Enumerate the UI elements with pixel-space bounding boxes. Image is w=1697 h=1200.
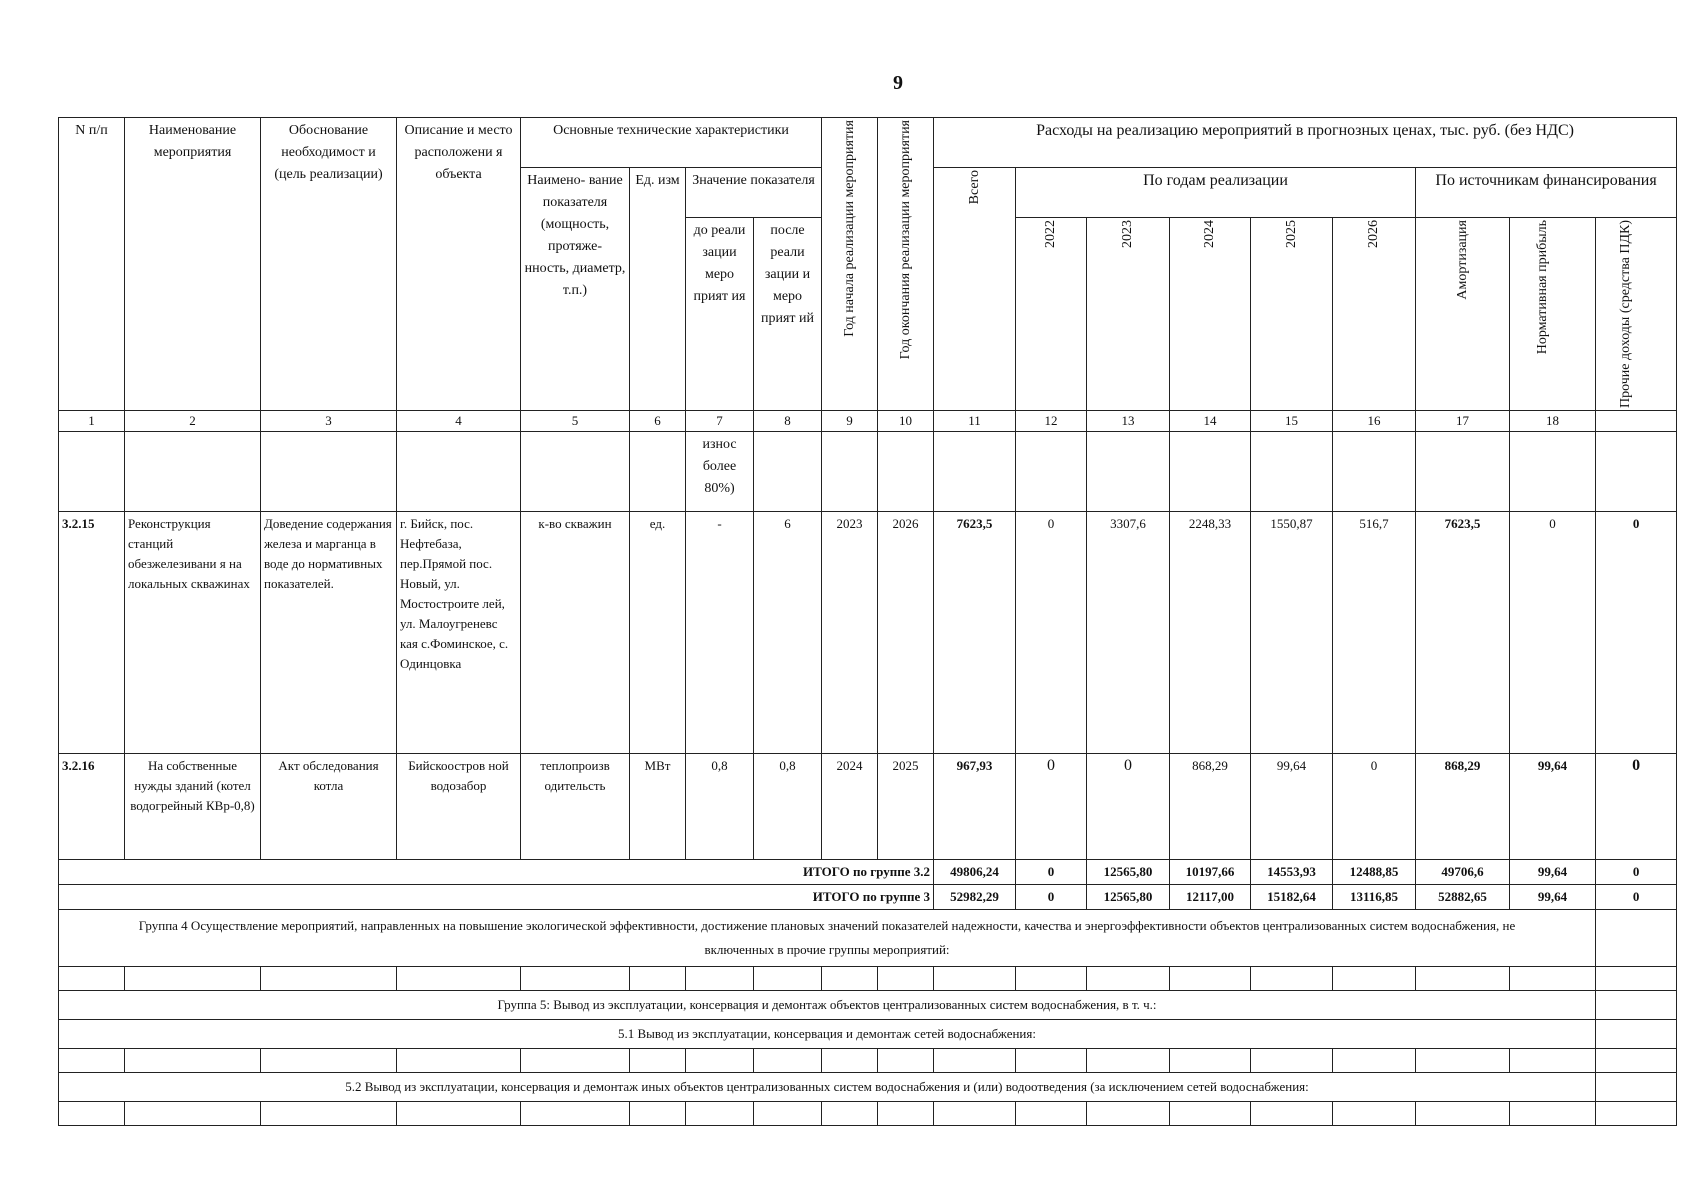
continuation-row — [59, 432, 1677, 512]
header-costs: Расходы на реализацию мероприятий в прогнозных ценах, тыс. руб. (без НДС) — [934, 118, 1677, 168]
header-year-start — [822, 118, 878, 411]
total-norm: 99,64 — [1510, 860, 1596, 885]
row-basis: Доведение содержания железа и марганца в воде до нормативных показателей. — [261, 512, 397, 754]
table-row — [59, 754, 1677, 860]
year-2024-text: 2024 — [1202, 220, 1217, 248]
col-index: 9 — [822, 411, 878, 432]
header-norm-profit-text: Нормативная прибыль — [1534, 220, 1550, 355]
group-5-1-title: 5.1 Вывод из эксплуатации, консервация и демонтаж сетей водоснабжения: — [59, 1020, 1596, 1049]
col-index: 1 — [59, 411, 125, 432]
total-2022: 0 — [1016, 885, 1087, 910]
row-2023: 0 — [1087, 754, 1170, 860]
row-indicator: теплопроизв одительсть — [521, 754, 630, 860]
total-label: ИТОГО по группе 3 — [59, 885, 934, 910]
header-n: N п/п — [59, 118, 125, 411]
col-index: 8 — [754, 411, 822, 432]
total-2025: 15182,64 — [1251, 885, 1333, 910]
row-2022: 0 — [1016, 512, 1087, 754]
col-index: 14 — [1170, 411, 1251, 432]
row-amort: 868,29 — [1416, 754, 1510, 860]
year-2023-text: 2023 — [1120, 220, 1135, 248]
header-by-sources: По источникам финансирования — [1416, 168, 1677, 218]
year-2022-text: 2022 — [1043, 220, 1058, 248]
row-after: 6 — [754, 512, 822, 754]
header-year-2024 — [1170, 218, 1251, 411]
col-index: 16 — [1333, 411, 1416, 432]
total-2025: 14553,93 — [1251, 860, 1333, 885]
row-2024: 2248,33 — [1170, 512, 1251, 754]
row-before: 0,8 — [686, 754, 754, 860]
col-index: 13 — [1087, 411, 1170, 432]
empty-row — [59, 1049, 1677, 1073]
empty-row — [59, 967, 1677, 991]
total-row-group-3-2 — [59, 860, 1677, 885]
col-index — [1596, 411, 1677, 432]
row-2022: 0 — [1016, 754, 1087, 860]
group-5-2-title: 5.2 Вывод из эксплуатации, консервация и демонтаж иных объектов централизованных систем водоснабжения и (или) водоотведения (за исключением сетей водоснабжения: — [59, 1073, 1596, 1102]
col-index: 15 — [1251, 411, 1333, 432]
row-indicator: к-во скважин — [521, 512, 630, 754]
header-location: Описание и место расположени я объекта — [397, 118, 521, 411]
row-start: 2023 — [822, 512, 878, 754]
row-other: 0 — [1596, 512, 1677, 754]
col-index: 12 — [1016, 411, 1087, 432]
header-before: до реали зации меро прият ия — [686, 218, 754, 411]
header-norm-profit — [1510, 218, 1596, 411]
total-2023: 12565,80 — [1087, 885, 1170, 910]
row-number: 3.2.15 — [59, 512, 125, 754]
col-index: 18 — [1510, 411, 1596, 432]
row-location: Бийскоостров ной водозабор — [397, 754, 521, 860]
group-4-row — [59, 910, 1677, 967]
total-2024: 10197,66 — [1170, 860, 1251, 885]
total-sum: 52982,29 — [934, 885, 1016, 910]
header-name: Наименование мероприятия — [125, 118, 261, 411]
header-year-start-text: Год начала реализации мероприятия — [841, 120, 857, 337]
col-index: 6 — [630, 411, 686, 432]
row-end: 2025 — [878, 754, 934, 860]
row-2026: 516,7 — [1333, 512, 1416, 754]
total-sum: 49806,24 — [934, 860, 1016, 885]
col-index: 3 — [261, 411, 397, 432]
col-index: 11 — [934, 411, 1016, 432]
group-4-title: Группа 4 Осуществление мероприятий, направленных на повышение экологической эффективности, достижение плановых значений показателей надежности, качества и энергоэффективности объектов централизованных систем водоснабжения, не включенных в прочие группы мероприятий: — [59, 910, 1596, 967]
row-name: Реконструкция станций обезжелезивани я на локальных скважинах — [125, 512, 261, 754]
group-5-1-row — [59, 1020, 1677, 1049]
row-2024: 868,29 — [1170, 754, 1251, 860]
header-other-text: Прочие доходы (средства ПДК) — [1618, 220, 1634, 409]
header-value: Значение показателя — [686, 168, 822, 218]
row-2025: 99,64 — [1251, 754, 1333, 860]
empty-row — [59, 1102, 1677, 1126]
year-2025-text: 2025 — [1283, 220, 1299, 248]
header-total-text: Всего — [966, 170, 982, 205]
row-before: - — [686, 512, 754, 754]
total-2024: 12117,00 — [1170, 885, 1251, 910]
row-2025: 1550,87 — [1251, 512, 1333, 754]
total-amort: 49706,6 — [1416, 860, 1510, 885]
col-index: 5 — [521, 411, 630, 432]
header-basis: Обоснование необходимост и (цель реализации) — [261, 118, 397, 411]
row-norm: 0 — [1510, 512, 1596, 754]
header-year-2025 — [1251, 218, 1333, 411]
col-index: 10 — [878, 411, 934, 432]
row-2026: 0 — [1333, 754, 1416, 860]
row-after: 0,8 — [754, 754, 822, 860]
continuation-cell: износ более 80%) — [686, 432, 754, 512]
row-norm: 99,64 — [1510, 754, 1596, 860]
header-total — [934, 168, 1016, 411]
header-year-2022 — [1016, 218, 1087, 411]
row-other: 0 — [1596, 754, 1677, 860]
header-year-end — [878, 118, 934, 411]
total-row-group-3 — [59, 885, 1677, 910]
header-tech-name: Наимено- вание показателя (мощность, протяже- нность, диаметр, т.п.) — [521, 168, 630, 411]
row-basis: Акт обследования котла — [261, 754, 397, 860]
row-amort: 7623,5 — [1416, 512, 1510, 754]
year-2026-text: 2026 — [1366, 220, 1381, 248]
page-number: 9 — [893, 72, 903, 94]
total-2026: 13116,85 — [1333, 885, 1416, 910]
investment-table — [58, 117, 1677, 1126]
header-year-2023 — [1087, 218, 1170, 411]
row-unit: ед. — [630, 512, 686, 754]
header-tech: Основные технические характеристики — [521, 118, 822, 168]
row-unit: МВт — [630, 754, 686, 860]
row-location: г. Бийск, пос. Нефтебаза, пер.Прямой пос. Новый, ул. Мостостроите лей, ул. Малоугреневс кая с.Фоминское, с. Одинцовка — [397, 512, 521, 754]
total-other: 0 — [1596, 885, 1677, 910]
row-number: 3.2.16 — [59, 754, 125, 860]
total-amort: 52882,65 — [1416, 885, 1510, 910]
total-2026: 12488,85 — [1333, 860, 1416, 885]
row-name: На собственные нужды зданий (котел водогрейный КВр-0,8) — [125, 754, 261, 860]
row-total: 967,93 — [934, 754, 1016, 860]
column-index-row — [59, 411, 1677, 432]
header-amort — [1416, 218, 1510, 411]
total-label: ИТОГО по группе 3.2 — [59, 860, 934, 885]
col-index: 4 — [397, 411, 521, 432]
header-after: после реали зации и меро прият ий — [754, 218, 822, 411]
total-2022: 0 — [1016, 860, 1087, 885]
header-unit: Ед. изм — [630, 168, 686, 411]
row-2023: 3307,6 — [1087, 512, 1170, 754]
header-by-years: По годам реализации — [1016, 168, 1416, 218]
total-other: 0 — [1596, 860, 1677, 885]
row-end: 2026 — [878, 512, 934, 754]
row-total: 7623,5 — [934, 512, 1016, 754]
header-year-end-text: Год окончания реализации мероприятия — [897, 120, 913, 360]
total-norm: 99,64 — [1510, 885, 1596, 910]
total-2023: 12565,80 — [1087, 860, 1170, 885]
header-amort-text: Амортизация — [1454, 220, 1470, 300]
col-index: 2 — [125, 411, 261, 432]
group-5-title: Группа 5: Вывод из эксплуатации, консервация и демонтаж объектов централизованных систем водоснабжения, в т. ч.: — [59, 991, 1596, 1020]
group-5-2-row — [59, 1073, 1677, 1102]
row-start: 2024 — [822, 754, 878, 860]
col-index: 17 — [1416, 411, 1510, 432]
table-row — [59, 512, 1677, 754]
header-year-2026 — [1333, 218, 1416, 411]
col-index: 7 — [686, 411, 754, 432]
group-5-row — [59, 991, 1677, 1020]
header-other — [1596, 218, 1677, 411]
